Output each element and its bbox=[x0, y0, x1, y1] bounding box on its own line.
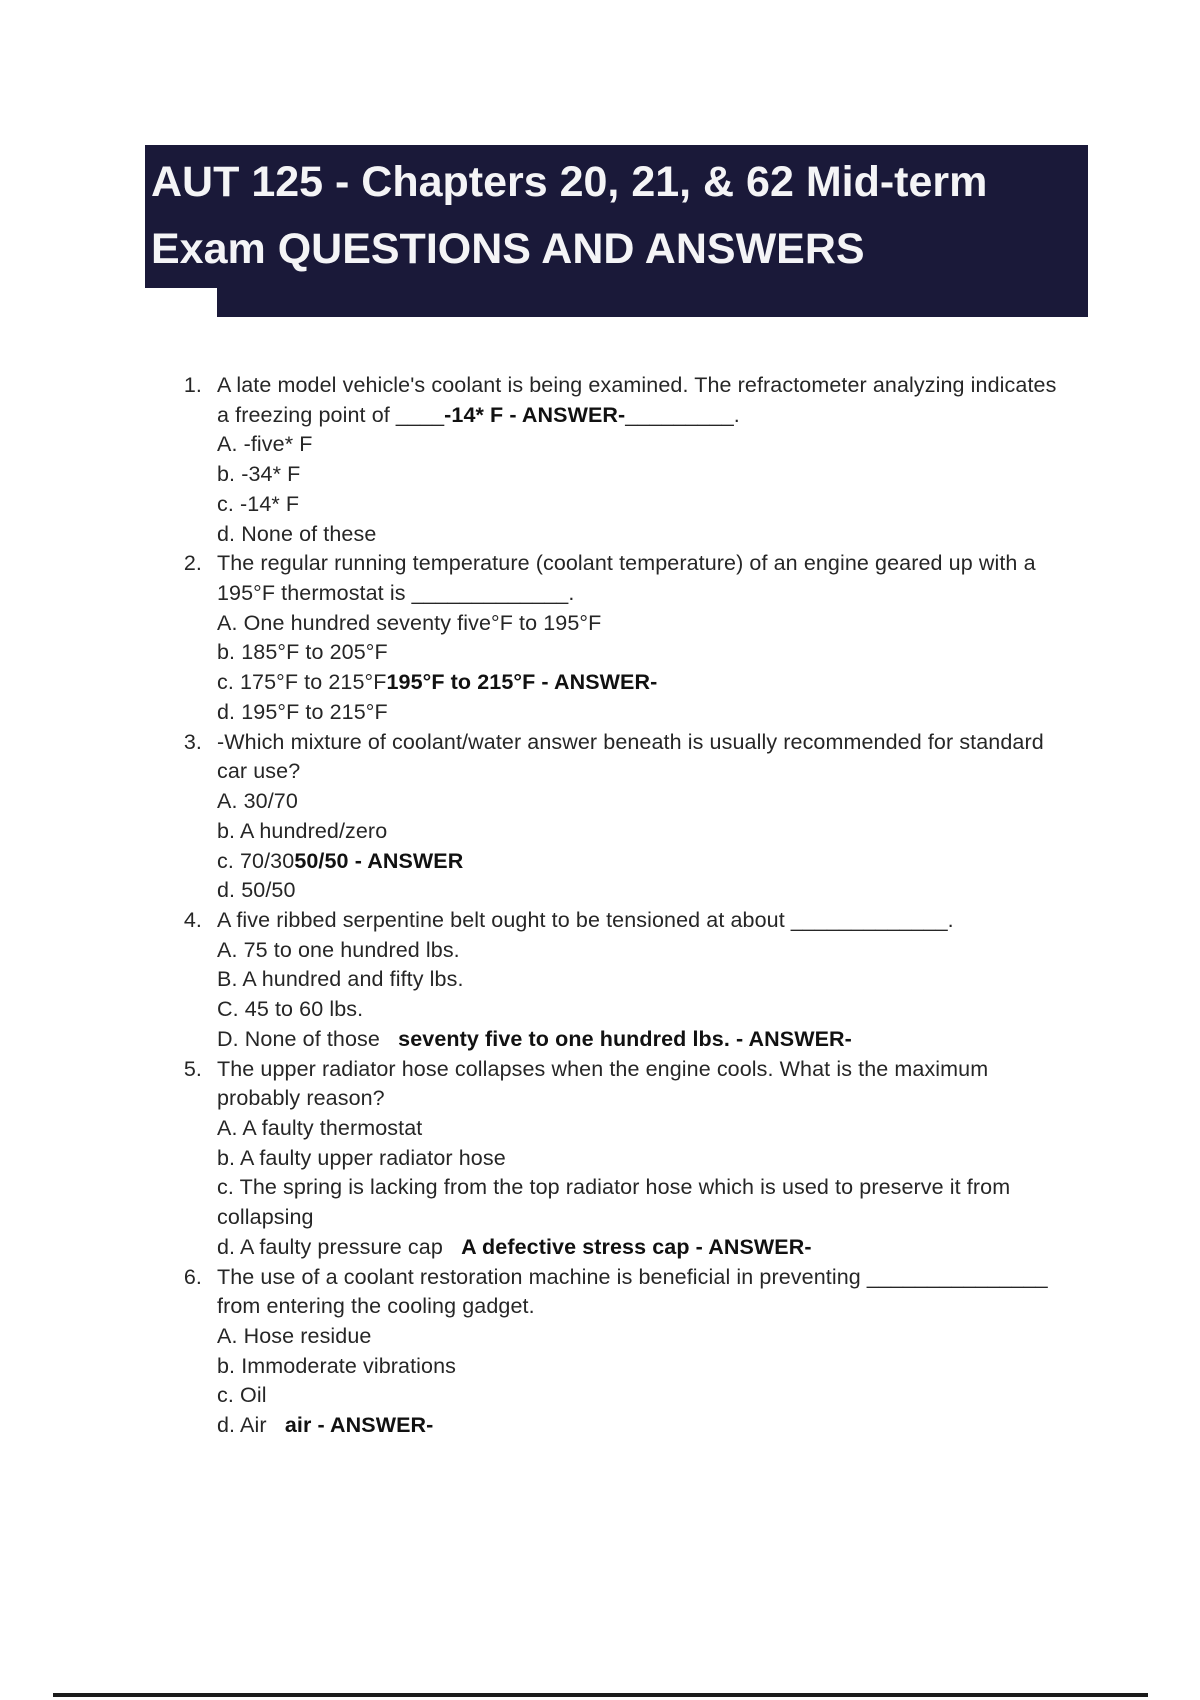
text-segment: c. 175°F to 215°F bbox=[217, 670, 387, 695]
text-segment: b. Immoderate vibrations bbox=[217, 1353, 457, 1378]
text-segment: The regular running temperature (coolant temperature) of an engine geared up with a bbox=[217, 551, 1036, 576]
text-segment: A. 75 to one hundred lbs. bbox=[217, 937, 460, 962]
question-body bbox=[217, 1055, 1010, 1263]
question-line bbox=[217, 579, 1036, 609]
text-segment: b. A hundred/zero bbox=[217, 818, 388, 843]
title-banner bbox=[145, 145, 1088, 288]
question-line bbox=[217, 490, 1056, 520]
question-number: 5. bbox=[183, 1056, 202, 1081]
question-item bbox=[160, 1263, 1145, 1441]
title-line-2: Exam QUESTIONS AND ANSWERS bbox=[151, 225, 865, 273]
question-line bbox=[217, 1203, 1010, 1233]
question-item bbox=[160, 1055, 1145, 1263]
text-segment: B. A hundred and fifty lbs. bbox=[217, 967, 464, 992]
question-line bbox=[217, 847, 1044, 877]
text-segment: A. Hose residue bbox=[217, 1324, 372, 1348]
question-line bbox=[217, 1114, 1010, 1144]
question-line bbox=[217, 1411, 1048, 1441]
question-line bbox=[217, 1173, 1010, 1203]
text-segment: The upper radiator hose collapses when the engine cools. What is the maximum bbox=[217, 1056, 989, 1081]
question-line bbox=[217, 995, 954, 1025]
question-line bbox=[217, 965, 954, 995]
text-segment: A. -five* F bbox=[217, 432, 313, 457]
text-segment: The use of a coolant restoration machine is beneficial in preventing _______________ bbox=[217, 1264, 1048, 1289]
text-segment: d. 195°F to 215°F bbox=[217, 699, 388, 724]
question-line bbox=[217, 1055, 1010, 1085]
question-body bbox=[217, 549, 1036, 727]
question-line bbox=[217, 401, 1056, 431]
question-item bbox=[160, 728, 1145, 906]
text-segment: from entering the cooling gadget. bbox=[217, 1294, 535, 1319]
text-segment: A. One hundred seventy five°F to 195°F bbox=[217, 610, 602, 635]
question-item bbox=[160, 549, 1145, 727]
question-line bbox=[217, 757, 1044, 787]
question-item bbox=[160, 371, 1145, 549]
text-segment: A late model vehicle's coolant is being examined. The refractometer analyzing indicates bbox=[217, 373, 1057, 397]
question-body bbox=[217, 728, 1044, 906]
answer-text: seventy five to one hundred lbs. - ANSWER- bbox=[398, 1026, 852, 1051]
question-line bbox=[217, 787, 1044, 817]
question-body bbox=[217, 371, 1056, 549]
question-number: 3. bbox=[183, 729, 202, 754]
answer-text: -14* F - ANSWER- bbox=[444, 402, 626, 427]
question-line bbox=[217, 1025, 954, 1055]
question-line bbox=[217, 1381, 1048, 1411]
question-line bbox=[217, 609, 1036, 639]
answer-text: air - ANSWER- bbox=[284, 1413, 434, 1438]
question-line bbox=[217, 1292, 1048, 1322]
page-bottom-rule bbox=[53, 1693, 1148, 1697]
title-banner-extension bbox=[217, 288, 1088, 317]
question-number: 6. bbox=[183, 1264, 202, 1289]
text-segment: b. A faulty upper radiator hose bbox=[217, 1145, 506, 1170]
text-segment: A five ribbed serpentine belt ought to be tensioned at about _____________. bbox=[217, 907, 954, 932]
question-line bbox=[217, 1263, 1048, 1293]
text-segment: collapsing bbox=[217, 1205, 314, 1230]
question-line bbox=[217, 430, 1056, 460]
question-line bbox=[217, 1322, 1048, 1352]
text-segment: 195°F thermostat is _____________. bbox=[217, 581, 575, 606]
text-segment: d. None of these bbox=[217, 521, 377, 546]
question-line bbox=[217, 936, 954, 966]
text-segment: d. A faulty pressure cap bbox=[217, 1234, 462, 1259]
title-line-1: AUT 125 - Chapters 20, 21, & 62 Mid-term bbox=[151, 158, 988, 206]
question-line bbox=[217, 1233, 1010, 1263]
text-segment: _________. bbox=[625, 402, 740, 427]
text-segment: A. A faulty thermostat bbox=[217, 1115, 423, 1140]
text-segment: c. 70/30 bbox=[217, 848, 295, 873]
answer-text: 50/50 - ANSWER bbox=[294, 848, 464, 873]
question-body bbox=[217, 1263, 1048, 1441]
question-item bbox=[160, 906, 1145, 1055]
question-line bbox=[217, 1352, 1048, 1382]
question-line bbox=[217, 520, 1056, 550]
questions-list bbox=[160, 371, 1145, 1441]
question-line bbox=[217, 817, 1044, 847]
question-line bbox=[217, 876, 1044, 906]
text-segment: -Which mixture of coolant/water answer beneath is usually recommended for standard bbox=[217, 729, 1044, 754]
question-line bbox=[217, 906, 954, 936]
question-number: 1. bbox=[183, 373, 202, 397]
question-body bbox=[217, 906, 954, 1055]
question-line bbox=[217, 1144, 1010, 1174]
question-line bbox=[217, 668, 1036, 698]
question-line bbox=[217, 371, 1056, 401]
question-number: 2. bbox=[183, 551, 202, 576]
text-segment: A. 30/70 bbox=[217, 789, 298, 814]
text-segment: car use? bbox=[217, 759, 301, 784]
text-segment: a freezing point of ____ bbox=[217, 402, 445, 427]
text-segment: b. 185°F to 205°F bbox=[217, 640, 388, 665]
text-segment: c. The spring is lacking from the top radiator hose which is used to preserve it from bbox=[217, 1175, 1011, 1200]
answer-text: A defective stress cap - ANSWER- bbox=[461, 1234, 812, 1259]
text-segment: c. Oil bbox=[217, 1383, 267, 1408]
question-line bbox=[217, 460, 1056, 490]
question-number: 4. bbox=[183, 907, 202, 932]
text-segment: d. Air bbox=[217, 1413, 285, 1438]
question-line bbox=[217, 698, 1036, 728]
text-segment: b. -34* F bbox=[217, 462, 301, 487]
question-line bbox=[217, 638, 1036, 668]
text-segment: d. 50/50 bbox=[217, 878, 296, 903]
text-segment: C. 45 to 60 lbs. bbox=[217, 997, 364, 1022]
question-line bbox=[217, 549, 1036, 579]
text-segment: D. None of those bbox=[217, 1026, 399, 1051]
text-segment: c. -14* F bbox=[217, 491, 300, 516]
answer-text: 195°F to 215°F - ANSWER- bbox=[386, 670, 658, 695]
text-segment: probably reason? bbox=[217, 1086, 385, 1111]
question-line bbox=[217, 1084, 1010, 1114]
question-line bbox=[217, 728, 1044, 758]
